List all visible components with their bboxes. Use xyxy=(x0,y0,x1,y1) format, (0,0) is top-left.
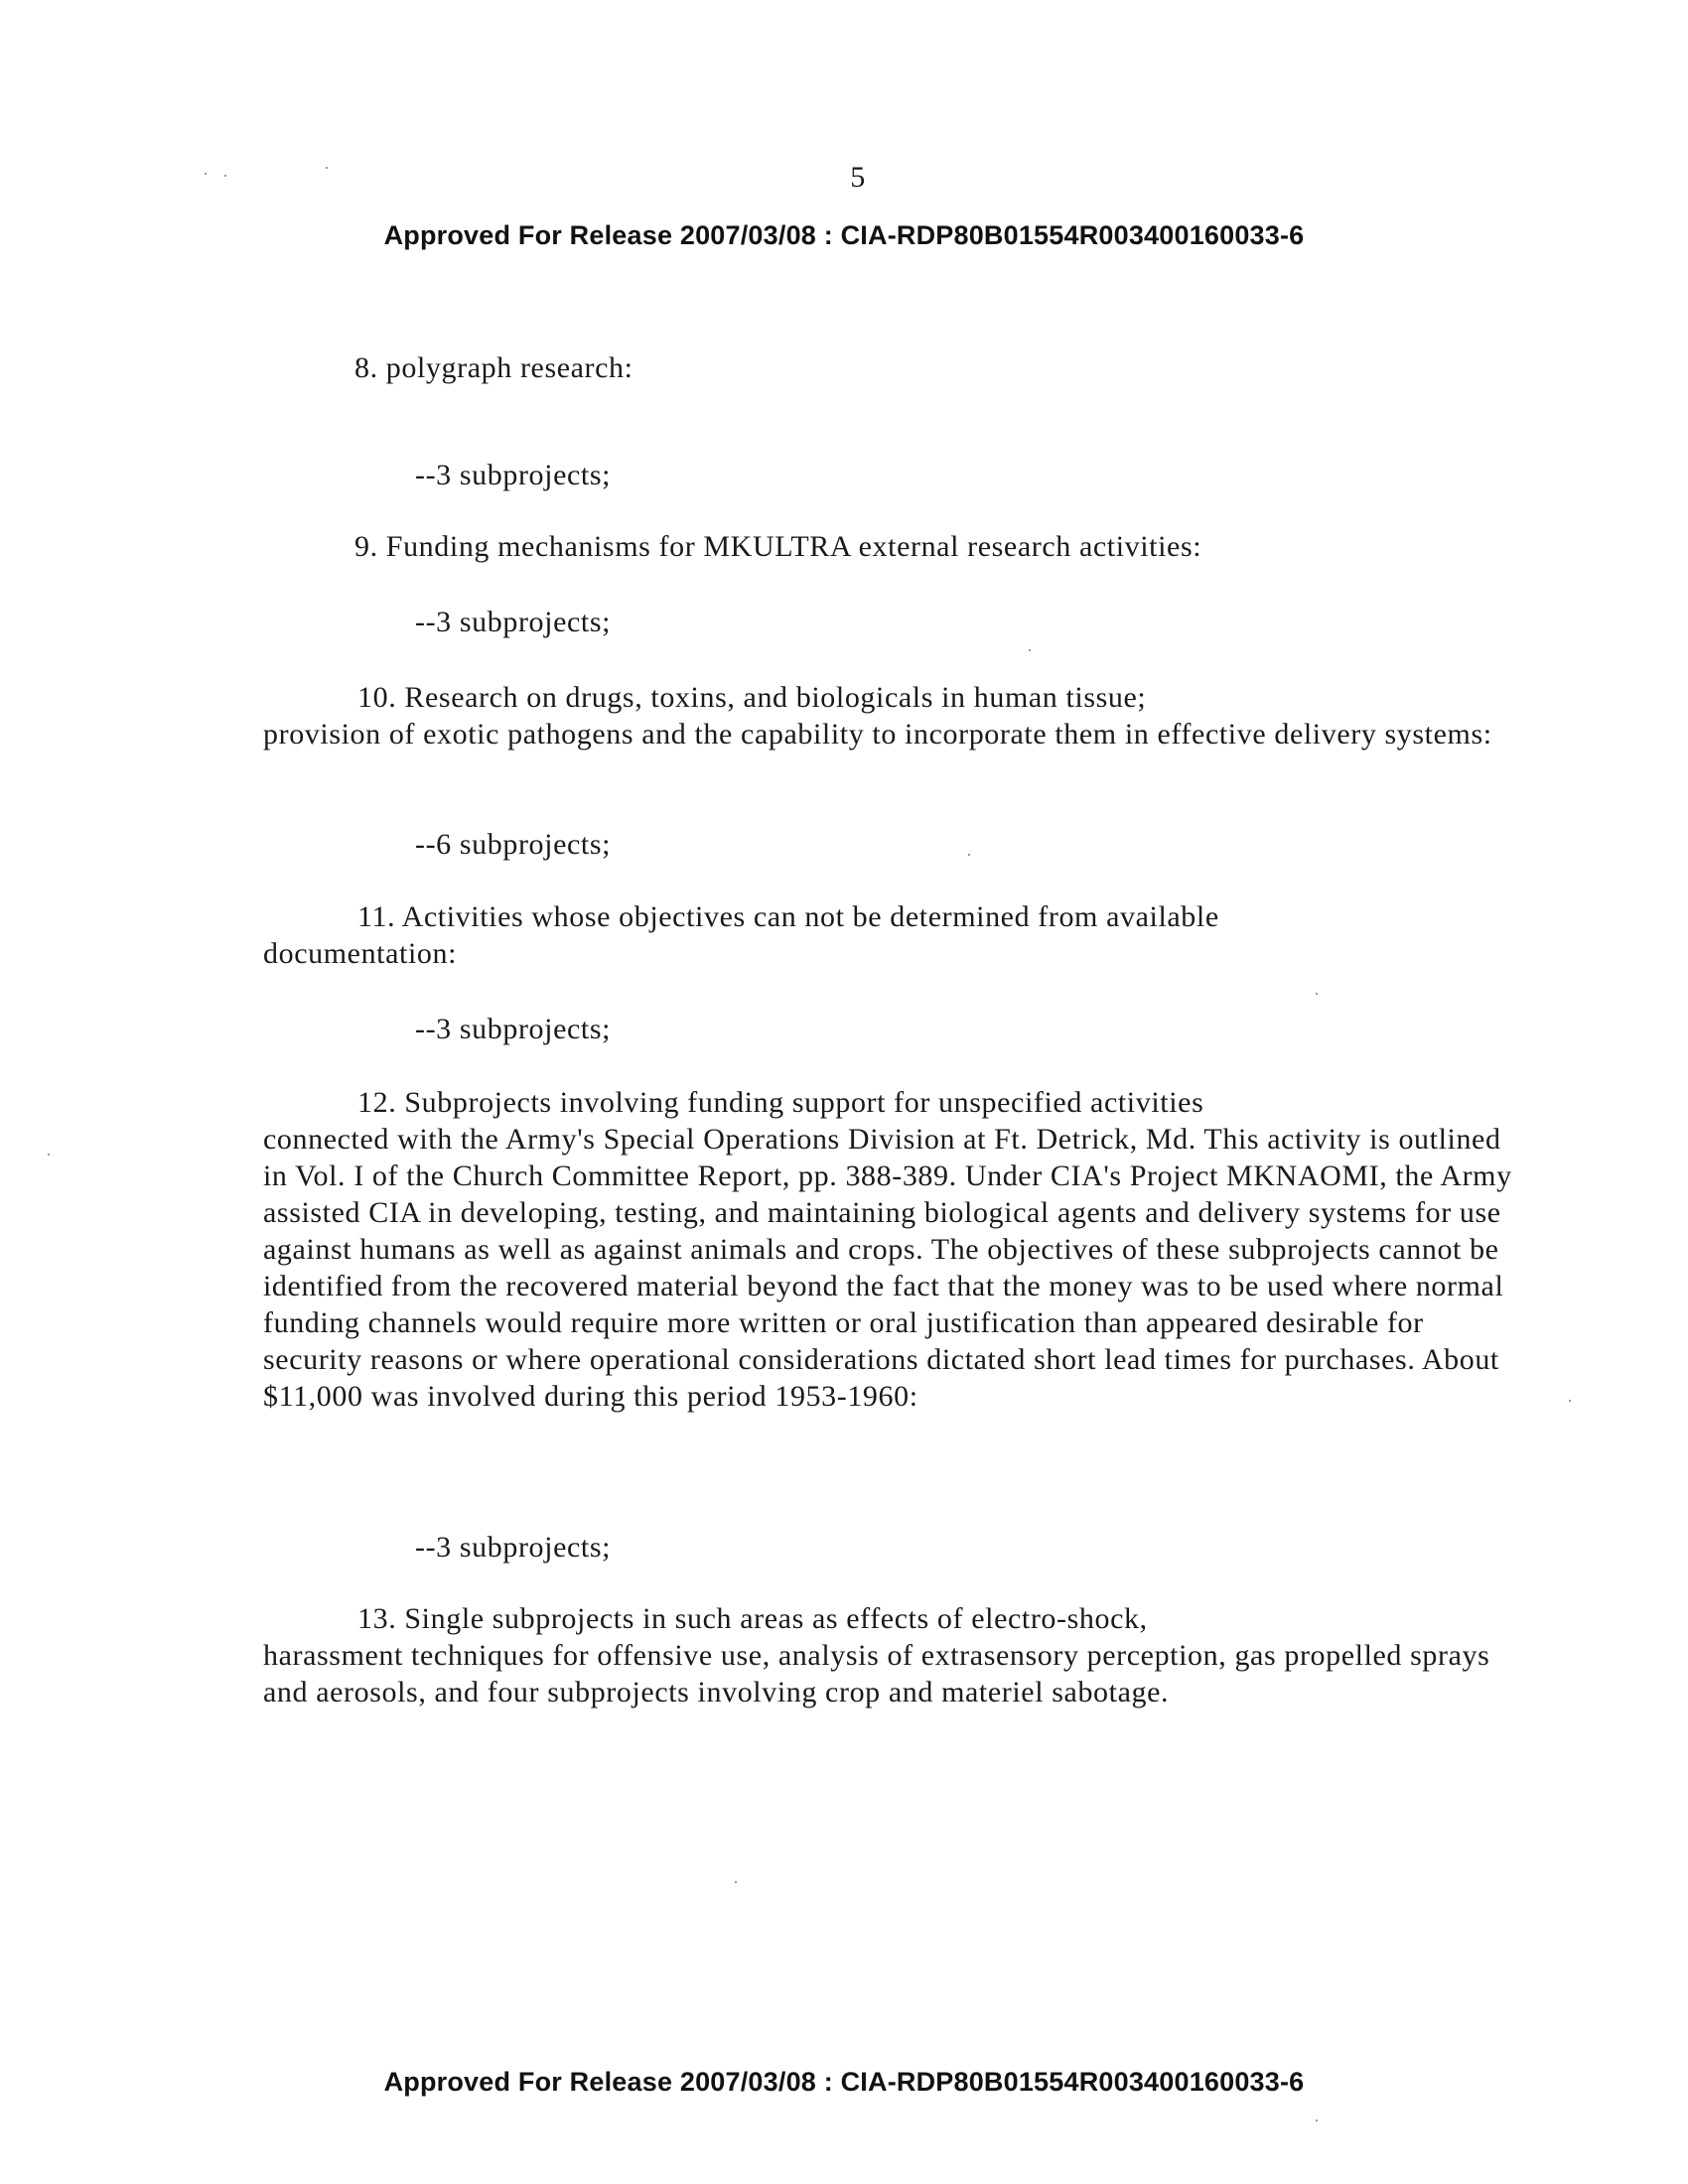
item-10 xyxy=(263,679,1524,752)
item-13 xyxy=(263,1600,1524,1710)
item-12 xyxy=(263,1084,1524,1415)
item-11-subprojects: --3 subprojects; xyxy=(415,1013,612,1045)
scan-speck xyxy=(1316,2119,1318,2121)
scan-speck xyxy=(205,173,207,175)
scan-speck xyxy=(224,175,226,177)
scan-speck xyxy=(1029,649,1031,651)
scan-speck xyxy=(326,167,328,169)
scan-speck xyxy=(48,1154,50,1156)
item-12-body: connected with the Army's Special Operations Division at Ft. Detrick, Md. This activity is outlined in Vol. I of the Church Committee Report, pp. 388-389. Under CIA's Project MKNAOMI, the Army assisted CIA in developing, testing, and maintaining biological agents and delivery systems for use against humans as well as against animals and crops. The objectives of these subprojects cannot be identified from the recovered material beyond the fact that the money was to be used where normal funding channels would require more written or oral justification than appeared desirable for security reasons or where operational considerations dictated short lead times for purchases. About $11,000 was involved during this period 1953-1960: xyxy=(263,1123,1512,1413)
item-12-subprojects: --3 subprojects; xyxy=(415,1531,612,1564)
item-9-lead: 9. Funding mechanisms for MKULTRA external research activities: xyxy=(354,530,1202,563)
item-13-lead: 13. Single subprojects in such areas as effects of electro-shock, xyxy=(357,1602,1148,1635)
scan-speck xyxy=(735,1881,737,1883)
item-9-subprojects: --3 subprojects; xyxy=(415,606,612,638)
item-10-subprojects: --6 subprojects; xyxy=(415,828,612,861)
item-11-lead: 11. Activities whose objectives can not be determined from available xyxy=(357,900,1219,933)
item-8-subprojects: --3 subprojects; xyxy=(415,459,612,491)
page-number: 5 xyxy=(850,161,866,194)
item-13-body: harassment techniques for offensive use, analysis of extrasensory perception, gas propelled sprays and aerosols, and four subprojects involving crop and materiel sabotage. xyxy=(263,1639,1490,1708)
item-11-body: documentation: xyxy=(263,937,458,970)
item-8 xyxy=(263,349,1524,386)
item-11 xyxy=(263,898,1524,972)
item-10-body: provision of exotic pathogens and the capability to incorporate them in effective delivery systems: xyxy=(263,718,1492,751)
item-8-lead: 8. polygraph research: xyxy=(354,351,633,384)
scan-speck xyxy=(1316,993,1318,995)
scan-speck xyxy=(968,854,970,856)
release-header: Approved For Release 2007/03/08 : CIA-RDP80B01554R003400160033-6 xyxy=(383,220,1305,250)
scan-speck xyxy=(1569,1400,1571,1402)
item-10-lead: 10. Research on drugs, toxins, and biologicals in human tissue; xyxy=(357,681,1147,714)
item-9 xyxy=(263,528,1524,565)
release-footer: Approved For Release 2007/03/08 : CIA-RDP80B01554R003400160033-6 xyxy=(383,2067,1305,2097)
item-12-lead: 12. Subprojects involving funding support for unspecified activities xyxy=(357,1086,1204,1119)
